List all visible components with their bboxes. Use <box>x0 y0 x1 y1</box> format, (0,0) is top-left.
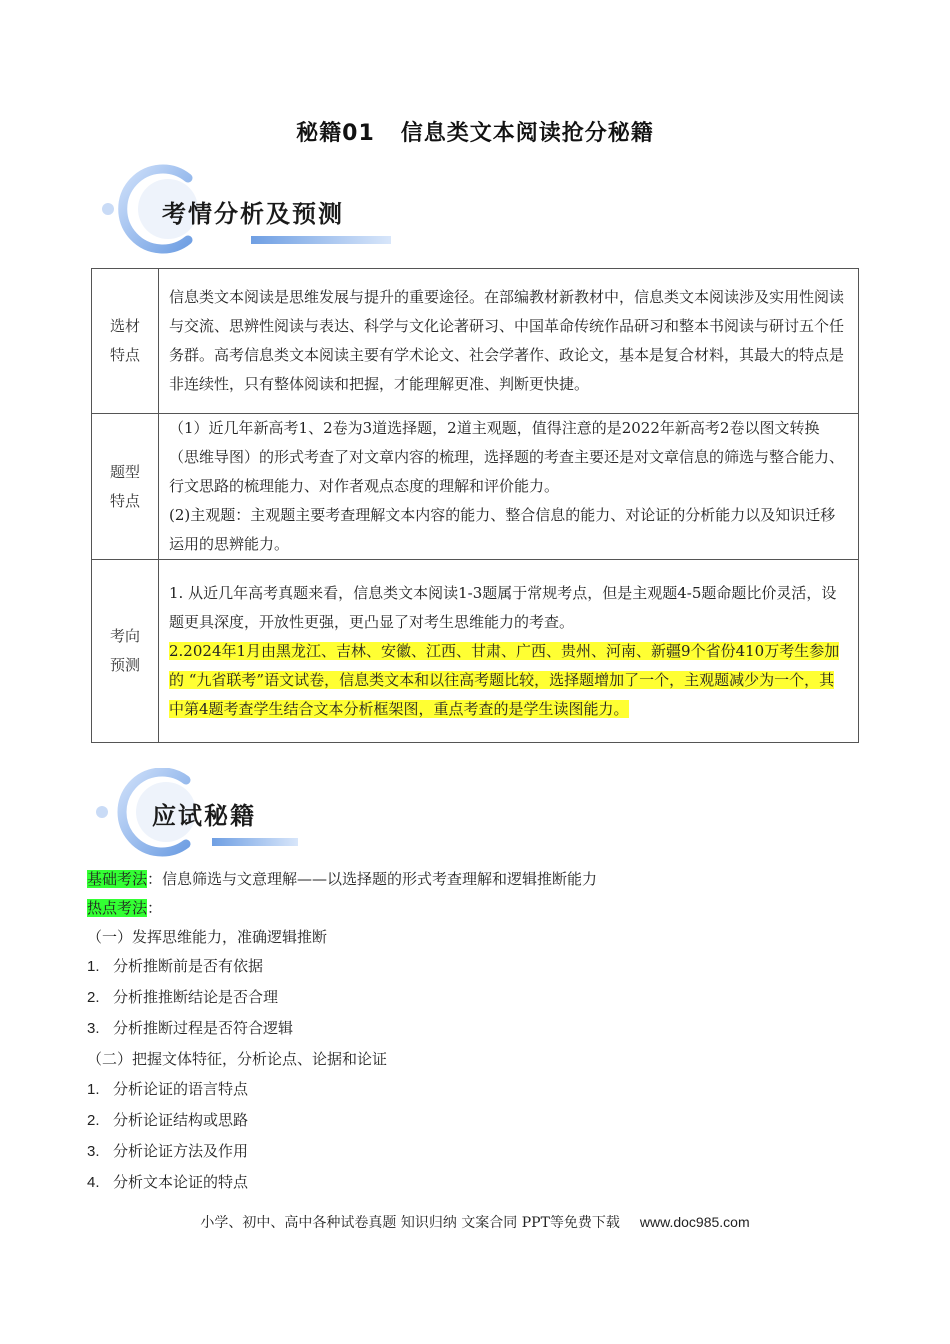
list-number: 2. <box>87 1112 100 1129</box>
row-paragraph: 1. 从近几年高考真题来看，信息类文本阅读1-3题属于常规考点，但是主观题4-5题命题比价灵活，设题更具深度，开放性更强，更凸显了对考生思维能力的考查。 <box>169 583 837 631</box>
table-row-prediction <box>92 560 859 743</box>
banner-label-analysis: 考情分析及预测 <box>162 200 344 228</box>
row-head-line2: 特点 <box>109 346 140 364</box>
list-number: 2. <box>87 989 100 1006</box>
section-heading: （一）发挥思维能力，准确逻辑推断 <box>87 928 328 946</box>
row-head <box>92 269 159 414</box>
row-body <box>159 414 859 560</box>
table-row-material <box>92 269 859 414</box>
row-head-line1: 考向 <box>109 627 140 645</box>
row-paragraph: 信息类文本阅读是思维发展与提升的重要途径。在部编教材新教材中，信息类文本阅读涉及实用性阅读与交流、思辨性阅读与表达、科学与文化论著研习、中国革命传统作品研习和整本书阅读与研讨五个任务群。高考信息类文本阅读主要有学术论文、社会学著作、政论文，基本是复合材料，其最大的特点是非连续性，只有整体阅读和把握，才能理解更准、判断更快捷。 <box>169 288 845 393</box>
hot-method-colon: ： <box>147 899 163 917</box>
row-head-line2: 特点 <box>109 491 140 510</box>
list-number: 1. <box>87 1081 100 1098</box>
list-number: 3. <box>87 1143 100 1160</box>
row-body <box>159 560 859 743</box>
list-item <box>87 1109 248 1130</box>
list-item <box>87 986 278 1007</box>
list-item <box>87 955 263 976</box>
row-head-line1: 选材 <box>109 317 140 335</box>
row-paragraph: (2)主观题：主观题主要考查理解文本内容的能力、整合信息的能力、对论证的分析能力以及知识迁移运用的思辨能力。 <box>169 506 836 553</box>
section-banner-analysis <box>96 164 396 254</box>
row-paragraph: （1）近几年新高考1、2卷为3道选择题，2道主观题，值得注意的是2022年新高考2卷以图文转换（思维导图）的形式考查了对文章内容的梳理，选择题的考查主要还是对文章信息的筛选与整合能力、行文思路的梳理能力、对作者观点态度的理解和评价能力。 <box>169 419 845 495</box>
title-prefix: 秘籍01 <box>296 121 375 146</box>
section-heading: （二）把握文体特征，分析论点、论据和论证 <box>87 1050 388 1068</box>
footer-text: 小学、初中、高中各种试卷真题 知识归纳 文案合同 PPT等免费下载 <box>200 1215 620 1231</box>
list-number: 3. <box>87 1020 100 1037</box>
title-main: 信息类文本阅读抢分秘籍 <box>400 121 654 146</box>
list-item <box>87 1171 248 1192</box>
hot-method-line <box>87 897 162 918</box>
row-head-line1: 题型 <box>109 462 140 481</box>
highlighted-paragraph: 2.2024年1月由黑龙江、吉林、安徽、江西、甘肃、广西、贵州、河南、新疆9个省份410万考生参加的 “九省联考”语文试卷，信息类文本和以往高考题比较，选择题增加了一个，主观题减少为一个，其中第4题考查学生结合文本分析框架图，重点考查的是学生读图能力。 <box>169 641 840 718</box>
list-item <box>87 1140 248 1161</box>
row-head <box>92 560 159 743</box>
list-item <box>87 1017 293 1038</box>
row-body <box>159 269 859 414</box>
list-text: 分析文本论证的特点 <box>113 1173 249 1191</box>
hot-method-label: 热点考法 <box>87 899 148 917</box>
basic-method-text: ：信息筛选与文意理解——以选择题的形式考查理解和逻辑推断能力 <box>147 870 598 888</box>
banner-label-tips: 应试秘籍 <box>152 802 256 830</box>
table-row-question-type <box>92 414 859 560</box>
list-text: 分析推断过程是否符合逻辑 <box>113 1019 294 1037</box>
page-title <box>0 116 950 147</box>
footer-link[interactable]: www.doc985.com <box>639 1214 750 1230</box>
list-item <box>87 1078 248 1099</box>
list-text: 分析推推断结论是否合理 <box>113 988 279 1006</box>
section-banner-tips <box>92 768 302 858</box>
list-text: 分析论证方法及作用 <box>113 1142 249 1160</box>
list-text: 分析论证结构或思路 <box>113 1111 249 1129</box>
list-text: 分析推断前是否有依据 <box>113 957 264 975</box>
row-head <box>92 414 159 560</box>
row-head-line2: 预测 <box>109 656 140 674</box>
page-footer <box>0 1212 950 1232</box>
basic-method-label: 基础考法 <box>87 870 148 888</box>
info-table <box>91 268 859 743</box>
basic-method-line <box>87 868 597 889</box>
list-number: 4. <box>87 1174 100 1191</box>
list-text: 分析论证的语言特点 <box>113 1080 249 1098</box>
list-number: 1. <box>87 958 100 975</box>
